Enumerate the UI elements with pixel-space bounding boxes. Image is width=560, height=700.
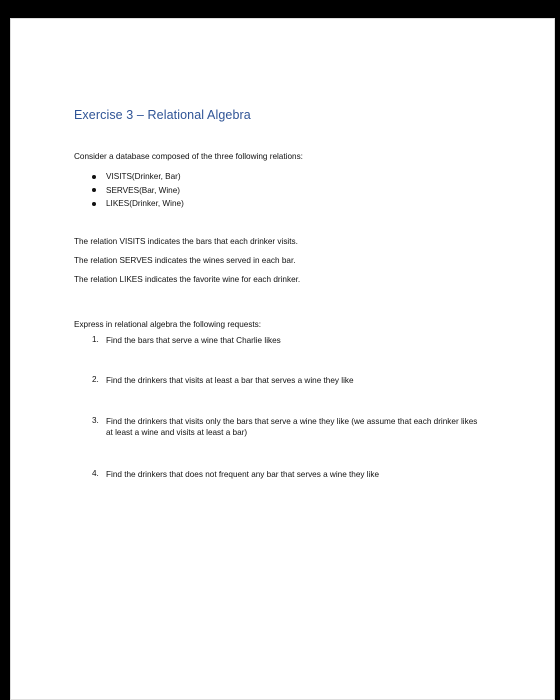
request-text: Find the drinkers that does not frequent any bar that serves a wine they like <box>106 470 380 479</box>
request-number: 4. <box>92 469 99 478</box>
list-item <box>92 184 184 198</box>
exercise-title: Exercise 3 – Relational Algebra <box>74 108 251 122</box>
description-likes: The relation LIKES indicates the favorite wine for each drinker. <box>74 275 301 284</box>
task-intro-text: Express in relational algebra the following requests: <box>74 320 262 329</box>
request-text: Find the drinkers that visits only the bars that serve a wine they like (we assume that each drinker likes at least a wine and visits at least a bar) <box>106 417 478 437</box>
request-text: Find the bars that serve a wine that Charlie likes <box>106 336 281 345</box>
intro-text: Consider a database composed of the three following relations: <box>74 152 303 161</box>
bullet-icon <box>92 175 96 179</box>
request-number: 1. <box>92 335 99 344</box>
relation-visits: VISITS(Drinker, Bar) <box>106 172 181 181</box>
bullet-icon <box>92 202 96 206</box>
relation-likes: LIKES(Drinker, Wine) <box>106 199 184 208</box>
bullet-icon <box>92 188 96 192</box>
list-item <box>92 170 184 184</box>
document-page <box>10 18 555 700</box>
list-item <box>92 197 184 211</box>
relation-serves: SERVES(Bar, Wine) <box>106 185 181 195</box>
request-number: 3. <box>92 416 99 425</box>
description-visits: The relation VISITS indicates the bars that each drinker visits. <box>74 237 298 246</box>
request-text: Find the drinkers that visits at least a bar that serves a wine they like <box>106 376 354 385</box>
request-number: 2. <box>92 375 99 384</box>
relations-list <box>92 170 184 211</box>
description-serves: The relation SERVES indicates the wines served in each bar. <box>74 256 296 265</box>
